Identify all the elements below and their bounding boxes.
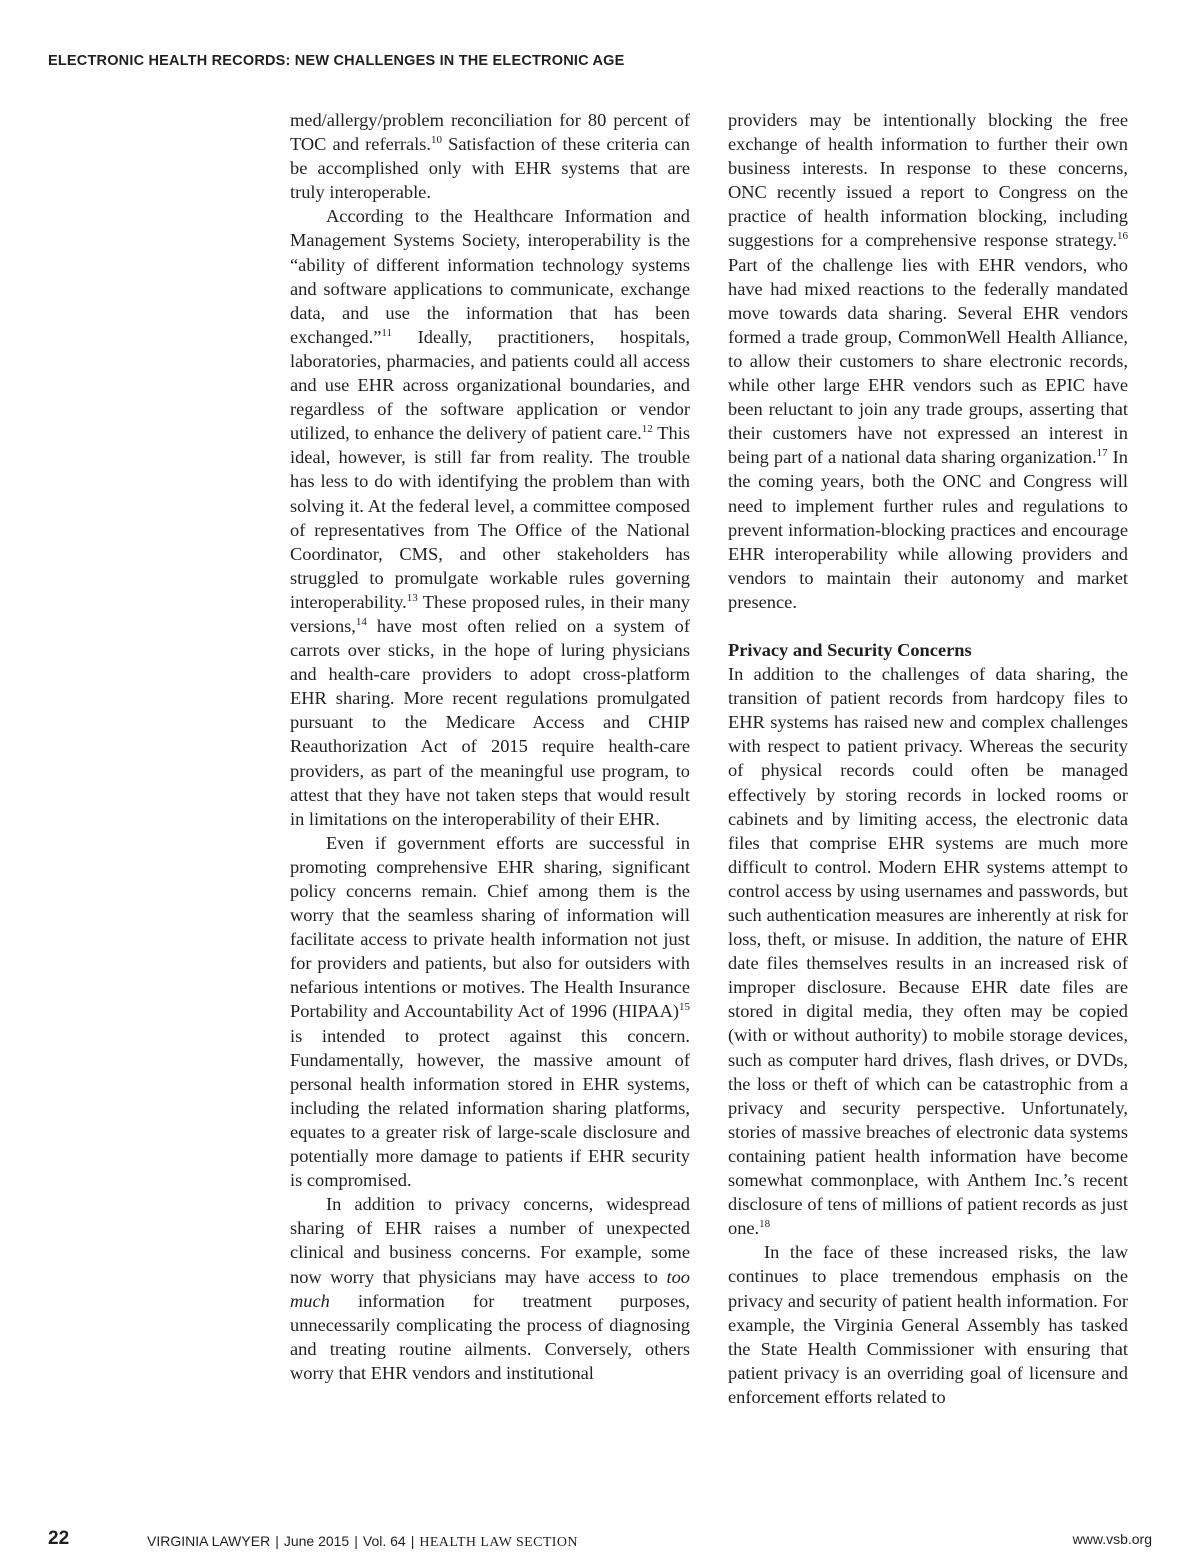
footnote-ref: 15	[679, 1001, 690, 1014]
footer-citation	[147, 1533, 578, 1551]
footnote-ref: 13	[406, 591, 418, 604]
right-column	[728, 108, 1128, 1409]
footnote-ref: 12	[641, 423, 653, 436]
footnote-ref: 17	[1096, 447, 1108, 460]
page-number: 22	[48, 1528, 70, 1549]
footnote-ref: 10	[431, 134, 443, 147]
paragraph: In addition to the challenges of data sharing, the transition of patient records from hardcopy files to EHR systems has raised new and complex challenges with respect to patient privacy. Whereas the security of physical records could often be managed effectively by storing records in locked rooms or cabinets and by limiting access, the electronic data files that comprise EHR systems are much more difficult to control. Modern EHR systems attempt to control access by using usernames and passwords, but such authentication measures are inherently at risk for loss, theft, or misuse. In addition, the nature of EHR date files themselves results in an increased risk of improper disclosure. Because EHR date files are stored in digital media, they often may be copied (with or without authority) to mobile storage devices, such as computer hard drives, flash drives, or DVDs, the loss or theft of which can be catastrophic from a privacy and security perspective. Unfortunately, stories of massive breaches of electronic data systems containing patient health information have become somewhat commonplace, with Anthem Inc.’s recent disclosure of tens of millions of patient records as just one.$^{18}$	[728, 664, 1128, 1239]
journal-name: VIRGINIA LAWYER	[147, 1533, 271, 1549]
paragraph: In the face of these increased risks, the law continues to place tremendous emphasis on the privacy and security of patient health information. For example, the Virginia General Assembly has tasked the State Health Commissioner with ensuring that patient privacy is an overriding goal of licensure and enforcement efforts related to	[728, 1242, 1128, 1407]
footnote-ref: 18	[759, 1218, 771, 1231]
issue-date: June 2015	[283, 1533, 350, 1549]
separator: |	[410, 1533, 415, 1549]
paragraph: Even if government efforts are successful in promoting comprehensive EHR sharing, significant policy concerns remain. Chief among them is the worry that the seamless sharing of information will facilitate access to private health information not just for providers and patients, but also for outsiders with nefarious intentions or motives. The Health Insurance Portability and Accountability Act of 1996 (HIPAA)$^{15}$ is intended to protect against this concern. Fundamentally, however, the massive amount of personal health information stored in EHR systems, including the related information sharing platforms, equates to a greater risk of large-scale disclosure and potentially more damage to patients if EHR security is compromised.	[290, 832, 690, 1191]
footer-url: www.vsb.org	[1072, 1531, 1152, 1547]
separator: |	[354, 1533, 358, 1549]
footnote-ref: 14	[355, 615, 367, 628]
paragraph: providers may be intentionally blocking the free exchange of health information to further their own business interests. In response to these concerns, ONC recently issued a report to Congress on the practice of health information blocking, including suggestions for a comprehensive response strategy.$^{16}$ Part of the challenge lies with EHR vendors, who have had mixed reactions to the federally mandated move towards data sharing. Several EHR vendors formed a trade group, CommonWell Health Alliance, to allow their customers to share electronic records, while other large EHR vendors such as EPIC have been reluctant to join any trade groups, asserting that their customers have not expressed an interest in being part of a national data sharing organization.$^{17}$ In the coming years, both the ONC and Congress will need to implement further rules and regulations to prevent information-blocking practices and encourage EHR interoperability while allowing providers and vendors to maintain their autonomy and market presence.	[728, 110, 1128, 612]
volume: Vol. 64	[362, 1533, 406, 1549]
paragraph: According to the Healthcare Information and Management Systems Society, interoperability is the “ability of different information technology systems and software applications to communicate, exchange data, and use the information that has been exchanged.”$^{11}$ Ideally, practitioners, hospitals, laboratories, pharmacies, and patients could all access and use EHR across organizational boundaries, and regardless of the software application or vendor utilized, to enhance the delivery of patient care.$^{12}$ This ideal, however, is still far from reality. The trouble has less to do with identifying the problem than with solving it. At the federal level, a committee composed of representatives from The Office of the National Coordinator, CMS, and other stakeholders has struggled to promulgate workable rules governing interoperability.$^{13}$ These proposed rules, in their many versions,$^{14}$ have most often relied on a system of carrots over sticks, in the hope of luring physicians and health-care providers to adopt cross-platform EHR sharing. More recent regulations promulgated pursuant to the Medicare Access and CHIP Reauthorization Act of 2015 require health-care providers, as part of the meaningful use program, to attest that they have not taken steps that would result in limitations on the interoperability of their EHR.	[290, 206, 690, 829]
section-heading: Privacy and Security Concerns	[728, 639, 972, 660]
section-gap	[728, 614, 1128, 638]
left-column	[290, 108, 690, 1385]
running-header: ELECTRONIC HEALTH RECORDS: NEW CHALLENGES IN THE ELECTRONIC AGE	[48, 53, 625, 69]
separator: |	[275, 1533, 279, 1549]
paragraph: med/allergy/problem reconciliation for 80 percent of TOC and referrals.$^{10}$ Satisfaction of these criteria can be accomplished only with EHR systems that are truly interoperable.	[290, 110, 690, 203]
footnote-ref: 16	[1117, 230, 1128, 243]
paragraph: In addition to privacy concerns, widespread sharing of EHR raises a number of unexpected clinical and business concerns. For example, some now worry that physicians may have access to too much information for treatment purposes, unnecessarily complicating the process of diagnosing and treating routine ailments. Conversely, others worry that EHR vendors and institutional	[290, 1194, 690, 1383]
footnote-ref: 11	[381, 326, 392, 339]
emphasis: too much	[290, 1266, 690, 1311]
section-name: HEALTH LAW SECTION	[419, 1535, 578, 1550]
